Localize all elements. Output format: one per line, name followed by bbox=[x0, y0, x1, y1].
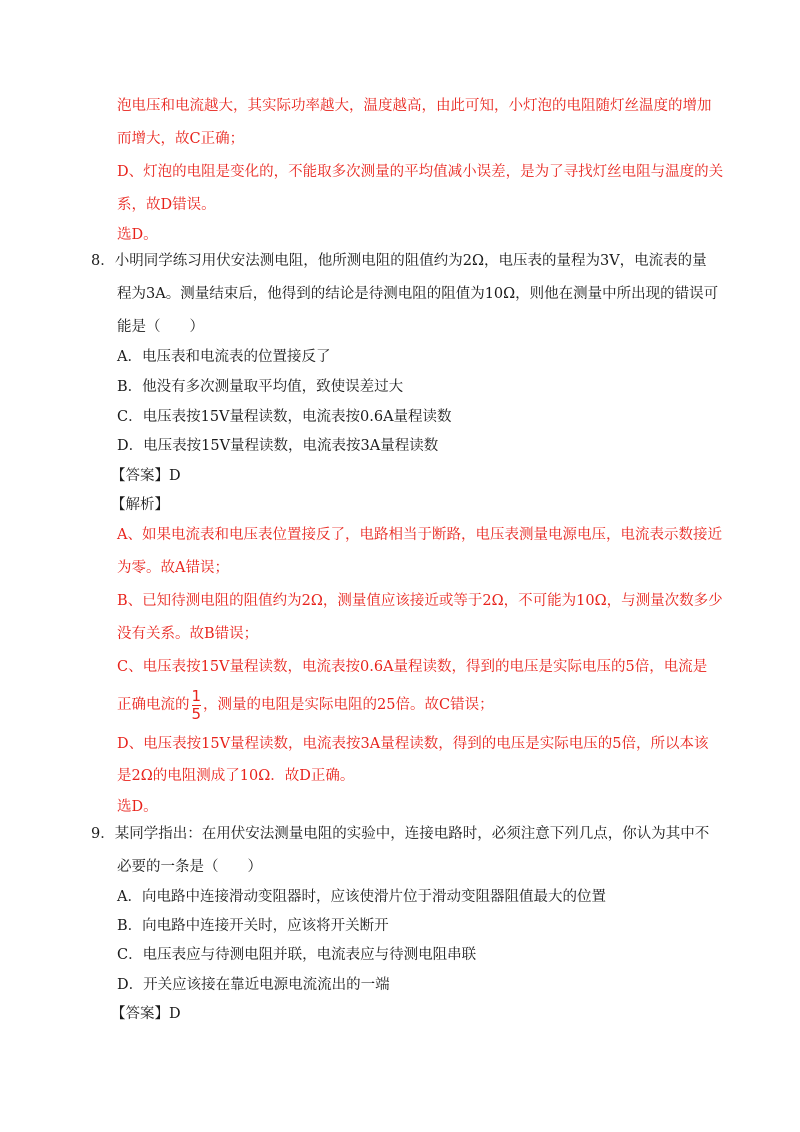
q8-analysis-b-line-2: 没有关系。故B错误； bbox=[117, 626, 259, 642]
q8-analysis-heading: 【解析】 bbox=[111, 497, 169, 513]
q7-explanation-line-1: 泡电压和电流越大，其实际功率越大，温度越高，由此可知，小灯泡的电阻随灯丝温度的增加 bbox=[117, 98, 712, 114]
q7-conclusion: 选D。 bbox=[117, 227, 158, 243]
q9-option-b: B．向电路中连接开关时，应该将开关断开 bbox=[117, 918, 389, 934]
q9-stem-line-1: 9．某同学指出：在用伏安法测量电阻的实验中，连接电路时，必须注意下列几点，你认为其中不 bbox=[91, 826, 710, 842]
q8-analysis-c-line-1: C、电压表按15V量程读数，电流表按0.6A量程读数，得到的电压是实际电压的5倍，电流是 bbox=[117, 659, 708, 675]
fraction-numerator: 1 bbox=[191, 686, 202, 705]
q7-explanation-line-4: 系，故D错误。 bbox=[117, 197, 216, 213]
one-fifth-fraction bbox=[191, 686, 202, 723]
q8-analysis-d-line-2: 是2Ω的电阻测成了10Ω．故D正确。 bbox=[117, 768, 355, 784]
q9-option-a: A．向电路中连接滑动变阻器时，应该使滑片位于滑动变阻器阻值最大的位置 bbox=[117, 889, 606, 905]
q8-stem-line-2: 程为3A。测量结束后，他得到的结论是待测电阻的阻值为10Ω，则他在测量中所出现的错误可 bbox=[117, 286, 719, 302]
q9-option-c: C．电压表应与待测电阻并联，电流表应与待测电阻串联 bbox=[117, 947, 477, 963]
q8-option-d: D．电压表按15V量程读数，电流表按3A量程读数 bbox=[117, 438, 439, 454]
q8-option-b: B．他没有多次测量取平均值，致使误差过大 bbox=[117, 379, 404, 395]
q8-conclusion: 选D。 bbox=[117, 799, 158, 815]
q8-analysis-c-text-after: ，测量的电阻是实际电阻的25倍。故C错误； bbox=[203, 697, 494, 713]
q8-analysis-a-line-2: 为零。故A错误； bbox=[117, 560, 229, 576]
q8-analysis-a-line-1: A、如果电流表和电压表位置接反了，电路相当于断路，电压表测量电源电压，电流表示数接近 bbox=[117, 527, 722, 543]
fraction-denominator: 5 bbox=[191, 704, 202, 723]
q8-stem-line-1: 8．小明同学练习用伏安法测电阻，他所测电阻的阻值约为2Ω，电压表的量程为3V，电流表的量 bbox=[91, 253, 707, 269]
q7-explanation-line-2: 而增大，故C正确； bbox=[117, 131, 245, 147]
q7-explanation-line-3: D、灯泡的电阻是变化的，不能取多次测量的平均值减小误差，是为了寻找灯丝电阻与温度的关 bbox=[117, 164, 724, 180]
q8-stem-line-3: 能是（ ） bbox=[117, 319, 204, 335]
q9-answer: 【答案】D bbox=[111, 1006, 181, 1022]
q9-option-d: D．开关应该接在靠近电源电流流出的一端 bbox=[117, 977, 390, 993]
q8-analysis-c-line-2 bbox=[117, 688, 494, 722]
q9-stem-line-2: 必要的一条是（ ） bbox=[117, 859, 262, 875]
q8-answer: 【答案】D bbox=[111, 468, 181, 484]
q8-analysis-c-text-before: 正确电流的 bbox=[117, 697, 190, 713]
q8-analysis-b-line-1: B、已知待测电阻的阻值约为2Ω，测量值应该接近或等于2Ω，不可能为10Ω，与测量次数多少 bbox=[117, 593, 723, 609]
q8-option-a: A．电压表和电流表的位置接反了 bbox=[117, 349, 331, 365]
q8-analysis-d-line-1: D、电压表按15V量程读数，电流表按3A量程读数，得到的电压是实际电压的5倍，所以本该 bbox=[117, 736, 709, 752]
q8-option-c: C．电压表按15V量程读数，电流表按0.6A量程读数 bbox=[117, 409, 452, 425]
